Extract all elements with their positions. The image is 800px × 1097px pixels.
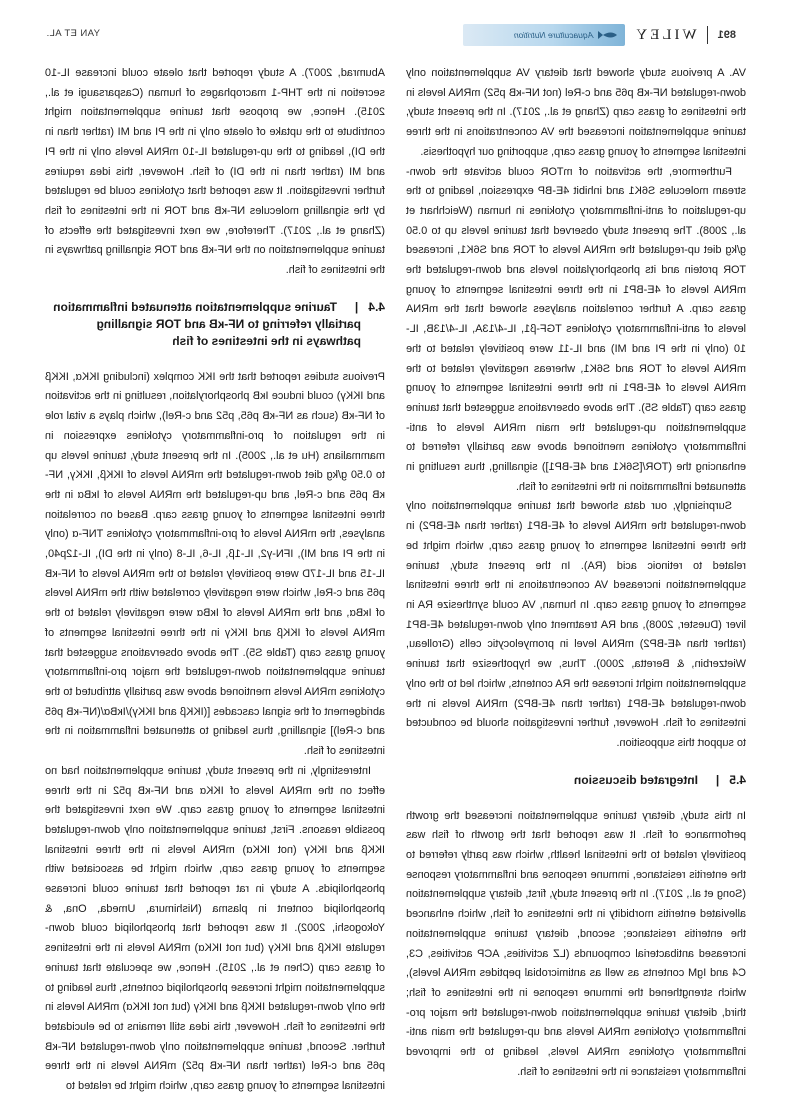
header-divider — [707, 26, 708, 44]
fish-icon — [597, 30, 619, 40]
section-heading-4-4 — [45, 299, 385, 350]
left-column — [45, 64, 385, 1097]
publisher-logo: WILEY — [633, 26, 697, 43]
right-column — [406, 64, 746, 1082]
paragraph: Surprisingly, our data showed that taurine supplementation only down-regulated the mRNA levels of 4E-BP1 (rather than 4E-BP2) in the three intestinal segments of young grass carp, which might be related to retinoic acid (RA). In the present study, taurine supplementation increased VA concentrations in the three intestinal segments of young grass carp. In human, VA could synthesize RA in liver (Duester, 2008), and RA treatment only down-regulated 4E-BP1 (rather than 4E-BP2) mRNA level in promyelocytic cells (Grolleau, Wietzerbin, & Beretta, 2000). Thus, we hypothesize that taurine supplementation might increase the RA contents, which led to the only down-regulated 4E-BP1 (rather than 4E-BP2) mRNA levels in the intestines of fish. However, further investigation should be conducted to support this supposition. — [406, 500, 746, 749]
paragraph: Abumrad, 2007). A study reported that oleate could increase IL-10 secretion in the THP-1 macrophages of human (Casparsaugi et al., 2015). Hence, we propose that taurine supplementation might contribute to the uptake of oleate only in the PI and MI (rather than in the DI), leading to the up-regulated IL-10 mRNA levels only in the PI and MI (rather than in the DI) of fish. However, this idea requires further investigation. It was reported that cytokines could be regulated by the signalling molecules NF-κB and TOR in the intestines of fish (Zhang et al., 2017). Therefore, we next investigated the effects of taurine supplementation on the NF-κB and TOR signalling pathways in the intestines of fish. — [45, 67, 385, 277]
section-title: Integrated discussion — [573, 772, 698, 787]
paragraph: Previous studies reported that the IKK complex (including IKKα, IKKβ and IKKγ) could induce IκB phosphorylation, resulting in the activation of NF-κB (such as NF-κB p65, p52 and c-Rel), which plays a vital role in the regulation of pro-inflammatory cytokines expression in mammalians (Hu et al., 2005). In the present study, taurine levels up to 0.50 g/kg diet down-regulated the mRNA levels of IKKβ, IKKγ, NF-κB p65 and c-Rel, and up-regulated the mRNA levels of IκBα in the three intestinal segments of young grass carp. Based on correlation analyses, the mRNA levels of pro-inflammatory cytokines TNF-α (only in the PI and MI), IFN-γ2, IL-1β, IL-6, IL-8 (only in the DI), IL-12p40, IL-15 and IL-17D were positively related to the mRNA levels of NF-κB p65 and c-Rel, which were negatively correlated with the mRNA levels of IκBα, and the mRNA levels of IκBα were negatively related to the mRNA levels of IKKβ and IKKγ in the three intestinal segments of young grass carp (Table S5). The above observations suggested that taurine supplementation down-regulated the major pro-inflammatory cytokines mRNA levels mentioned above was partially attributed to the abridgement of the signal cascades [(IKKβ and IKKγ)/IκBα/(NF-κB p65 and c-Rel)] signalling, thus leading to attenuated inflammation in the intestines of fish. — [45, 370, 385, 758]
section-number: 4.4 | — [354, 299, 385, 314]
page-number: 891 — [717, 29, 736, 41]
section-heading-4-5 — [406, 772, 746, 789]
section-number: 4.5 | — [715, 772, 746, 787]
running-head-author: YAN ET AL. — [46, 28, 100, 39]
section-title: Taurine supplementation attenuated inflammation partially referring to NF-κB and TOR signalling pathways in the intestines of fish — [53, 299, 361, 348]
paragraph: Furthermore, the activation of mTOR could activate the down-stream molecules S6K1 and inhibit 4E-BP expression, leading to the up-regulation of anti-inflammatory cytokines in human (Weichhart et al., 2008). The present study observed that taurine levels up to 0.50 g/kg diet up-regulated the mRNA levels of TOR and S6K1, increased TOR protein and its phosphorylation levels and down-regulated the mRNA levels of 4E-BP1 in the three intestinal segments of young grass carp. A further correlation analyses showed that the mRNA levels of anti-inflammatory cytokines TGF-β1, IL-4/13A, IL-4/13B, IL-10 (only in the PI and MI) and IL-11 were positively related to the mRNA levels of TOR and S6K1, whereas negatively related to the mRNA levels of 4E-BP1 in the three intestinal segments of young grass carp (Table S5). The above observations suggested that taurine supplementation up-regulated the main mRNA levels of anti-inflammatory cytokines mentioned above was partially referred to enhancing the (TOR/[S6K1 and 4E-BP1]) signalling, thus resulting in attenuated inflammation in the intestines of fish. — [406, 165, 746, 493]
page-header — [463, 22, 736, 48]
journal-banner — [463, 24, 625, 46]
paragraph: VA. A previous study showed that dietary VA supplementation only down-regulated NF-κB p65 and c-Rel (not NF-κB p52) mRNA levels in the intestines of grass carp (Zhang et al., 2017). In the present study, taurine supplementation increased the VA concentrations in the three intestinal segments of young grass carp, supporting our hypothesis. — [406, 67, 746, 158]
paragraph: In this study, dietary taurine supplementation increased the growth performance of fish. It was reported that the growth of fish was positively related to the intestinal health, which was partly referred to the enteritis resistance, immune response and inflammatory response (Song et al., 2017). In the present study, first, dietary supplementation alleviated enteritis morbidity in the intestines of fish, which enhanced the enteritis resistance; second, dietary taurine supplementation increased antibacterial compounds (LZ activities, ACP activities, C3, C4 and IgM contents as well as antimicrobial peptides mRNA levels), which strengthened the immune response in the intestines of fish; third, dietary taurine supplementation down-regulated the major pro-inflammatory cytokines mRNA levels and up-regulated the main anti-inflammatory cytokines mRNA levels, leading to the improved inflammatory resistance in the intestines of fish. — [406, 809, 746, 1078]
journal-title: Aquaculture Nutrition — [513, 30, 594, 40]
paragraph: Interestingly, in the present study, taurine supplementation had no effect on the mRNA levels of IKKα and NF-κB p52 in the three intestinal segments of young grass carp. We next investigated the possible reasons. First, taurine supplementation only down-regulated IKKβ and IKKγ (not IKKα) mRNA levels in the three intestinal segments of young grass carp, which might be associated with phospholipids. A study in rat reported that taurine could increase phospholipid content in plasma (Nishimura, Umeda, Ona, & Yokogoshi, 2002). It was reported that phospholipid could down-regulate IKKβ and IKKγ (but not IKKα) mRNA levels in the intestines of grass carp (Chen et al., 2015). Hence, we speculate that taurine supplementation might increase phospholipid contents, thus leading to the only down-regulated IKKβ and IKKγ (but not IKKα) mRNA levels in the intestines of fish. However, this idea still remains to be elucidated further. Second, taurine supplementation only down-regulated NF-κB p65 and c-Rel (rather than NF-κB p52) mRNA levels in the three intestinal segments of young grass carp, which might be related to — [45, 764, 385, 1093]
